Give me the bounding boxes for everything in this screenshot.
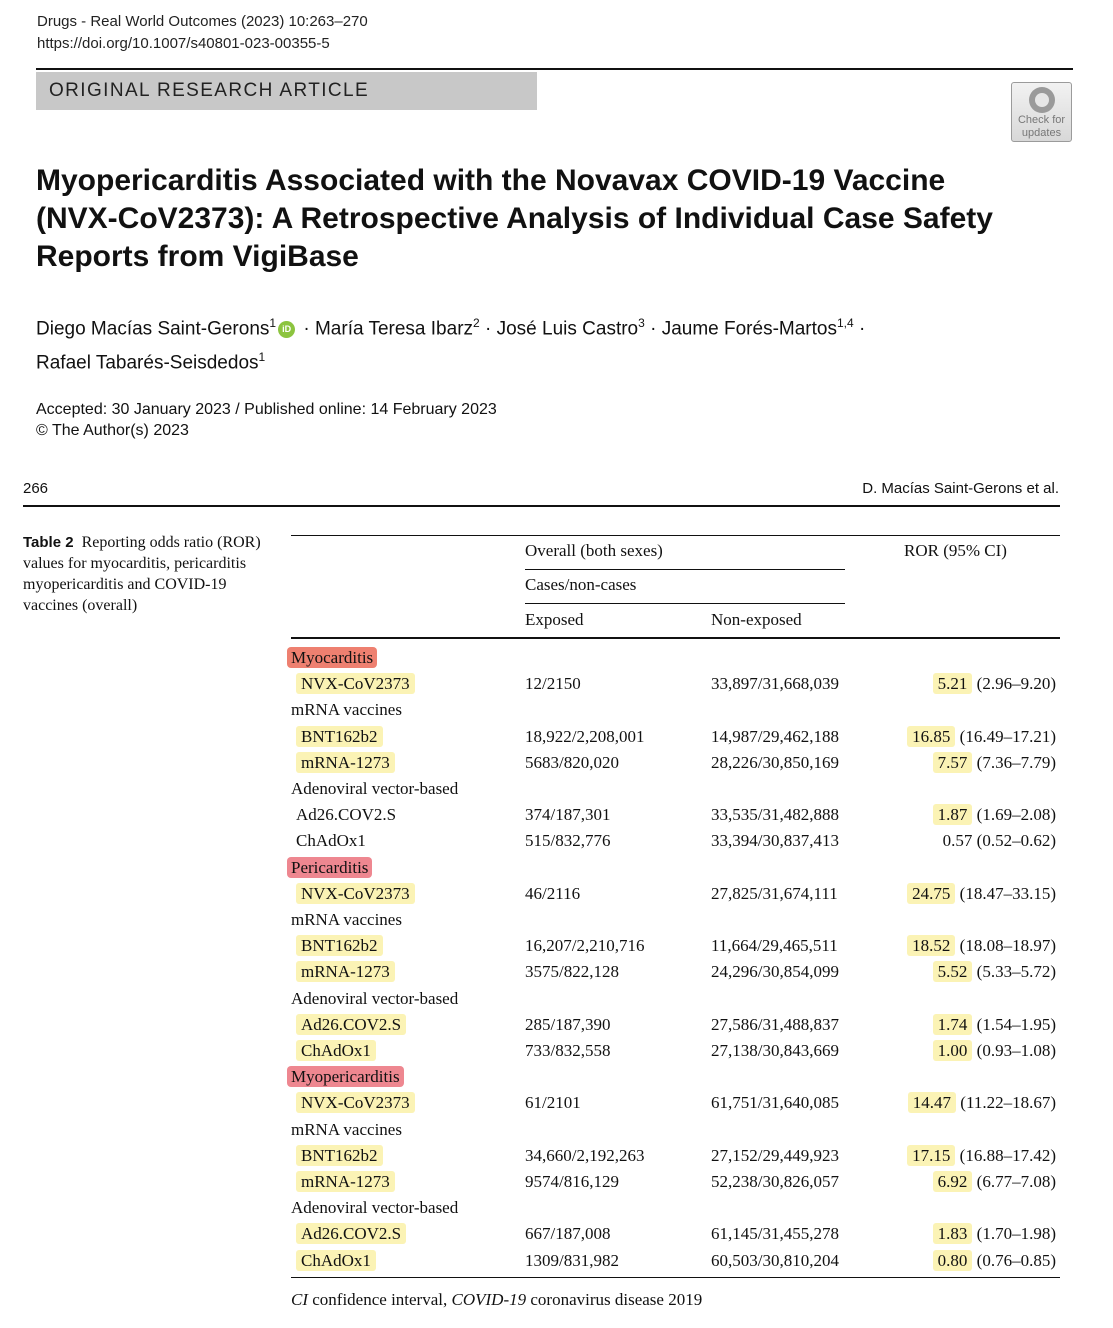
author-name[interactable]: Rafael Tabarés-Seisdedos [36, 352, 259, 374]
section-label: Myocarditis [287, 648, 377, 668]
journal-header [37, 11, 368, 55]
ror-cell: 1.83 (1.70–1.98) [933, 1224, 1056, 1244]
affiliation-sup: 2 [473, 316, 480, 330]
ci-value: (6.77–7.08) [976, 1172, 1056, 1191]
vaccine-label: mRNA-1273 [296, 962, 395, 982]
affiliation-sup: 1 [269, 316, 277, 330]
exposed-cell: 515/832,776 [525, 831, 611, 851]
group-label: Adenoviral vector-based [291, 1198, 459, 1218]
exposed-cell: 46/2116 [525, 883, 581, 903]
group-label: mRNA vaccines [291, 910, 402, 929]
exposed-cell: 18,922/2,208,001 [525, 726, 645, 746]
ci-value: (5.33–5.72) [976, 962, 1056, 982]
ci-value: (0.52–0.62) [976, 831, 1056, 851]
doi-link[interactable]: https://doi.org/10.1007/s40801-023-00355-5 [37, 35, 330, 52]
ror-cell: 16.85 (16.49–17.21) [907, 727, 1056, 747]
header-bottom-rule [291, 637, 1060, 639]
nonexposed-cell: 27,825/31,674,111 [711, 883, 838, 903]
exposed-cell: 1309/831,982 [525, 1250, 619, 1270]
vaccine-label: NVX-CoV2373 [296, 674, 415, 694]
vaccine-label: BNT162b2 [296, 936, 383, 956]
ror-cell: 0.57 (0.52–0.62) [942, 831, 1056, 851]
page-number: 266 [23, 480, 49, 497]
copyright: © The Author(s) 2023 [36, 422, 189, 439]
header-overall: Overall (both sexes) [525, 541, 663, 560]
nonexposed-cell: 61,751/31,640,085 [711, 1093, 839, 1113]
ror-cell: 1.87 (1.69–2.08) [933, 805, 1056, 825]
vaccine-label: ChAdOx1 [296, 831, 366, 851]
vaccine-label: mRNA-1273 [296, 1172, 395, 1192]
nonexposed-cell: 27,138/30,843,669 [711, 1041, 839, 1060]
header-subrule [525, 603, 845, 604]
affiliation-sup: 1,4 [836, 316, 854, 330]
header-nonexposed: Non-exposed [711, 610, 802, 629]
author-name[interactable]: José Luis Castro [496, 318, 639, 340]
table-footnote: CI confidence interval, COVID-19 coronavirus disease 2019 [291, 1290, 703, 1309]
ci-value: (2.96–9.20) [976, 674, 1056, 694]
header-ror: ROR (95% CI) [904, 541, 1007, 560]
caption-text: Reporting odds ratio (ROR) values for myocarditis, pericarditis myopericarditis and COVID-19 vaccines (overall) [23, 534, 261, 614]
table-top-rule [291, 535, 1060, 536]
ror-cell: 1.74 (1.54–1.95) [933, 1015, 1056, 1035]
affiliation-sup: 3 [638, 316, 645, 330]
exposed-cell: 5683/820,020 [525, 752, 619, 772]
ror-cell: 5.21 (2.96–9.20) [933, 674, 1056, 694]
ror-cell: 0.80 (0.76–0.85) [933, 1251, 1056, 1271]
ci-value: (1.54–1.95) [976, 1014, 1056, 1034]
check-for-updates-button[interactable] [1011, 82, 1072, 142]
ci-value: (18.08–18.97) [959, 936, 1056, 956]
ror-cell: 6.92 (6.77–7.08) [933, 1172, 1056, 1192]
nonexposed-cell: 61,145/31,455,278 [711, 1224, 839, 1244]
author-name[interactable]: Jaume Forés-Martos [661, 318, 837, 340]
nonexposed-cell: 33,897/31,668,039 [711, 674, 839, 694]
ror-cell: 1.00 (0.93–1.08) [933, 1041, 1056, 1061]
nonexposed-cell: 60,503/30,810,204 [711, 1250, 839, 1270]
check-for-label: Check for [1017, 114, 1066, 126]
exposed-cell: 12/2150 [525, 674, 581, 694]
vaccine-label: BNT162b2 [296, 727, 383, 747]
nonexposed-cell: 27,152/29,449,923 [711, 1145, 839, 1165]
table-label: Table 2 [23, 534, 74, 551]
exposed-cell: 374/187,301 [525, 805, 611, 825]
nonexposed-cell: 24,296/30,854,099 [711, 962, 839, 982]
nonexposed-cell: 14,987/29,462,188 [711, 726, 839, 746]
ci-value: (0.93–1.08) [976, 1041, 1056, 1060]
journal-citation: Drugs - Real World Outcomes (2023) 10:263–270 [37, 13, 368, 30]
ror-cell: 17.15 (16.88–17.42) [907, 1146, 1056, 1166]
exposed-cell: 285/187,390 [525, 1014, 611, 1034]
group-label: Adenoviral vector-based [291, 988, 459, 1008]
vaccine-label: ChAdOx1 [296, 1251, 376, 1271]
author-name[interactable]: María Teresa Ibarz [314, 318, 474, 340]
orcid-icon[interactable]: iD [278, 321, 295, 338]
running-head: D. Macías Saint-Gerons et al. [862, 480, 1059, 497]
ci-value: (11.22–18.67) [960, 1093, 1056, 1113]
accepted-date: Accepted: 30 January 2023 / Published online: 14 February 2023 [36, 401, 497, 418]
author-list: Diego Macías Saint-Gerons$^1$ iD · María Teresa Ibarz$^2$ · José Luis Castro$^3$ · Jaume Forés-Martos$^{1,4}$ · Rafael Tabarés-Seisdedos$^1$ [36, 316, 866, 374]
exposed-cell: 16,207/2,210,716 [525, 936, 645, 956]
title-line: (NVX-CoV2373): A Retrospective Analysis of Individual Case Safety [36, 202, 993, 235]
header-cases: Cases/non-cases [525, 575, 637, 594]
vaccine-label: Ad26.COV2.S [296, 805, 397, 825]
nonexposed-cell: 11,664/29,465,511 [711, 936, 838, 956]
ci-value: (16.88–17.42) [959, 1145, 1056, 1165]
ci-value: (0.76–0.85) [976, 1250, 1056, 1270]
vaccine-label: Ad26.COV2.S [296, 1015, 406, 1035]
vaccine-label: NVX-CoV2373 [296, 884, 415, 904]
ror-cell: 5.52 (5.33–5.72) [933, 962, 1056, 982]
nonexposed-cell: 28,226/30,850,169 [711, 752, 839, 772]
vaccine-label: Ad26.COV2.S [296, 1224, 406, 1244]
title-line: Myopericarditis Associated with the Novavax COVID-19 Vaccine [36, 164, 946, 197]
article-title [36, 162, 996, 276]
nonexposed-cell: 27,586/31,488,837 [711, 1014, 839, 1034]
ror-cell: 24.75 (18.47–33.15) [907, 884, 1056, 904]
ror-cell: 14.47 (11.22–18.67) [908, 1093, 1056, 1113]
header-subrule [525, 569, 845, 570]
page-rule [23, 505, 1060, 507]
nonexposed-cell: 33,394/30,837,413 [711, 831, 839, 851]
table-caption [23, 532, 273, 616]
header-exposed: Exposed [525, 610, 584, 629]
exposed-cell: 61/2101 [525, 1093, 581, 1113]
ci-value: (1.69–2.08) [976, 805, 1056, 825]
ror-cell: 18.52 (18.08–18.97) [907, 936, 1056, 956]
exposed-cell: 34,660/2,192,263 [525, 1145, 645, 1165]
ror-cell: 7.57 (7.36–7.79) [933, 753, 1056, 773]
ci-value: (1.70–1.98) [976, 1224, 1056, 1244]
exposed-cell: 667/187,008 [525, 1224, 611, 1244]
vaccine-label: mRNA-1273 [296, 753, 395, 773]
nonexposed-cell: 33,535/31,482,888 [711, 805, 839, 825]
vaccine-label: NVX-CoV2373 [296, 1093, 415, 1113]
title-line: Reports from VigiBase [36, 240, 359, 273]
table-bottom-rule [291, 1277, 1060, 1278]
group-label: mRNA vaccines [291, 1119, 402, 1139]
group-label: mRNA vaccines [291, 700, 402, 720]
exposed-cell: 733/832,558 [525, 1041, 611, 1060]
check-updates-icon [1029, 87, 1055, 113]
author-name[interactable]: Diego Macías Saint-Gerons [36, 318, 270, 340]
article-type-banner: ORIGINAL RESEARCH ARTICLE [36, 72, 537, 110]
section-label: Pericarditis [287, 858, 372, 878]
exposed-cell: 3575/822,128 [525, 962, 619, 982]
header-rule [36, 68, 1073, 70]
publication-dates [36, 399, 497, 441]
vaccine-label: ChAdOx1 [296, 1041, 376, 1061]
affiliation-sup: 1 [258, 350, 266, 365]
exposed-cell: 9574/816,129 [525, 1172, 619, 1191]
ci-value: (16.49–17.21) [959, 726, 1056, 746]
ci-value: (7.36–7.79) [976, 752, 1056, 772]
updates-label: updates [1021, 127, 1062, 139]
ci-value: (18.47–33.15) [959, 883, 1056, 903]
section-label: Myopericarditis [287, 1067, 404, 1087]
group-label: Adenoviral vector-based [291, 779, 459, 798]
vaccine-label: BNT162b2 [296, 1146, 383, 1166]
nonexposed-cell: 52,238/30,826,057 [711, 1172, 839, 1191]
